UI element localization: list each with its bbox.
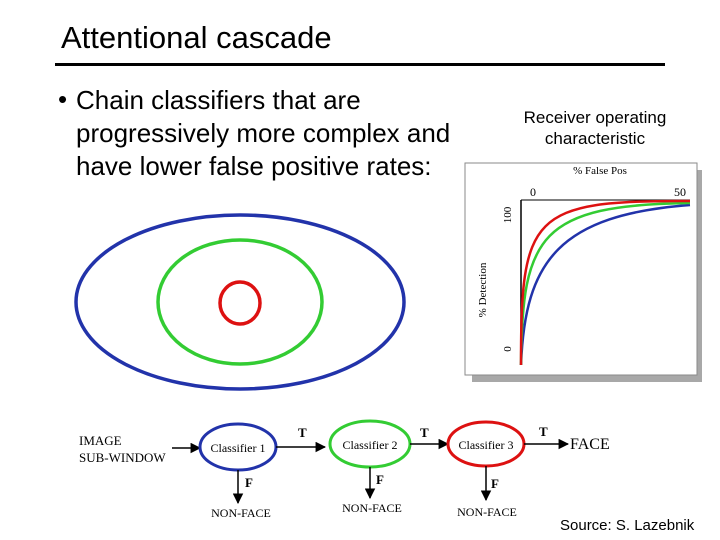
bullet-marker: •	[58, 84, 68, 114]
roc-y-axis-label: % Detection	[477, 262, 489, 318]
roc-title-line1: Receiver operating	[523, 108, 667, 127]
classifier3-label: Classifier 3	[458, 438, 514, 452]
classifier1-rejection-label: NON-FACE	[211, 506, 271, 520]
roc-title-line2: characteristic	[544, 129, 646, 148]
classifier3-true-label: T	[539, 424, 548, 439]
classifier1-label: Classifier 1	[210, 441, 266, 455]
source-credit: Source: S. Lazebnik	[560, 517, 695, 534]
roc-y-min-label: 0	[502, 346, 514, 352]
bullet-text: Chain classifiers that are progressively more complex and have lower false positive rates:	[76, 85, 451, 181]
roc-x-max-label: 50	[674, 185, 686, 199]
stage3-region-ellipse	[220, 282, 260, 324]
face-output-label: FACE	[570, 436, 610, 453]
roc-y-max-label: 100	[502, 206, 514, 224]
classifier2-false-label: F	[376, 472, 384, 487]
classifier3-rejection-label: NON-FACE	[457, 505, 517, 519]
roc-plot-frame	[465, 163, 697, 375]
stage2-region-ellipse	[158, 240, 322, 364]
classifier2-true-label: T	[420, 425, 429, 440]
classifier1-true-label: T	[298, 425, 307, 440]
roc-x-axis-label: % False Pos	[573, 165, 627, 177]
classifier3-false-label: F	[491, 476, 499, 491]
slide-title: Attentional cascade	[61, 20, 332, 55]
classifier2-rejection-label: NON-FACE	[342, 501, 402, 515]
classifier1-false-label: F	[245, 475, 253, 490]
input-label-line1: IMAGE	[79, 433, 122, 448]
input-label-line2: SUB-WINDOW	[79, 450, 166, 465]
classifier2-label: Classifier 2	[342, 438, 398, 452]
roc-x-min-label: 0	[530, 185, 536, 199]
